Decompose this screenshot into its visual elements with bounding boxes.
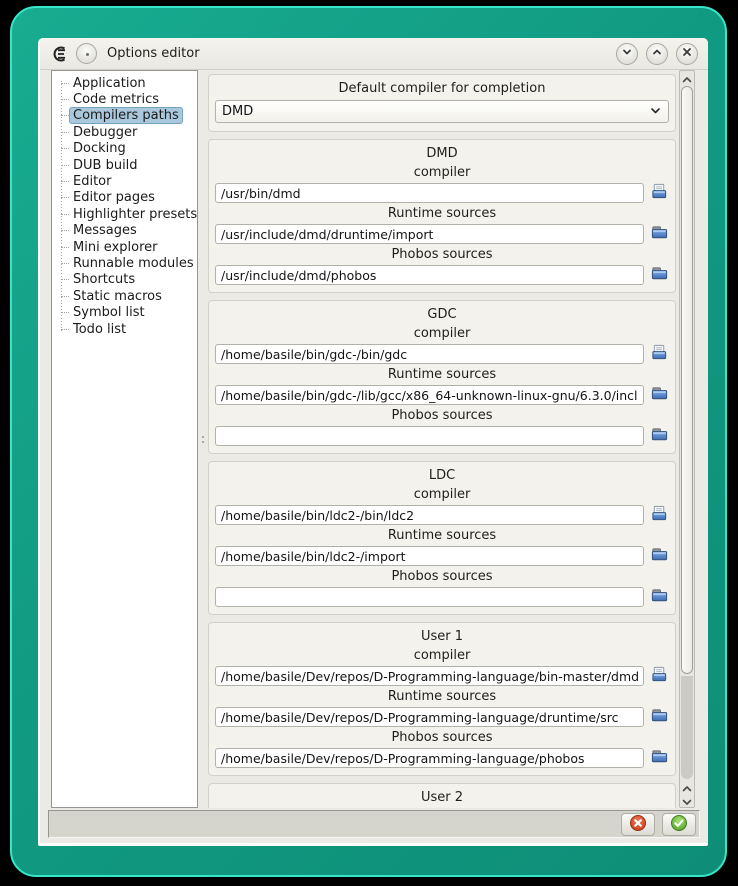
tree-twig-icon (61, 197, 69, 198)
field-row (215, 587, 669, 607)
browse-gdc-phobos-button[interactable] (649, 426, 669, 446)
vertical-scrollbar[interactable] (679, 70, 695, 808)
field-label: Runtime sources (387, 367, 497, 382)
sidebar-item-label: Highlighter presets (73, 206, 198, 222)
titlebar[interactable] (40, 38, 708, 70)
ldc-phobos-sources-input[interactable] (215, 587, 644, 607)
dmd-phobos-sources-input[interactable] (215, 265, 644, 285)
sidebar-item-label: Docking (73, 141, 126, 157)
group-title: LDC (428, 468, 456, 483)
ldc-runtime-sources-input[interactable] (215, 546, 644, 566)
field-row (215, 546, 669, 566)
field-row (215, 344, 669, 364)
field-row (215, 707, 669, 727)
sidebar-item-shortcuts[interactable] (56, 272, 197, 288)
group-title: User 1 (420, 629, 464, 644)
browse-user1-phobos-button[interactable] (649, 748, 669, 768)
maximize-button[interactable] (646, 43, 668, 65)
chevron-down-icon (682, 791, 692, 810)
group-dmd (208, 139, 676, 293)
group-default-compiler (208, 74, 676, 132)
cancel-button[interactable] (621, 813, 655, 836)
open-file-icon (650, 182, 669, 204)
tree-twig-icon (61, 247, 69, 248)
tree-twig-icon (61, 99, 69, 100)
close-button[interactable] (676, 43, 698, 65)
sidebar-item-symbol-list[interactable] (56, 304, 197, 320)
options-editor-window (38, 38, 708, 846)
sidebar-item-messages[interactable] (56, 223, 197, 239)
sidebar-item-label: Editor pages (73, 190, 155, 206)
user1-compiler-input[interactable] (215, 666, 644, 686)
minimize-button[interactable] (616, 43, 638, 65)
chevron-down-icon (621, 46, 633, 61)
sidebar-item-highlighter-presets[interactable] (56, 206, 197, 222)
field-row (215, 183, 669, 203)
sidebar-item-label: Debugger (73, 124, 138, 140)
field-row (215, 748, 669, 768)
window-menu-button[interactable] (76, 43, 97, 64)
field-label: compiler (413, 487, 471, 502)
browse-dmd-compiler-button[interactable] (649, 183, 669, 203)
field-label: compiler (413, 165, 471, 180)
group-title: Default compiler for completion (338, 81, 546, 96)
sidebar-item-label: Mini explorer (73, 239, 158, 255)
sidebar-item-label: Application (73, 75, 146, 91)
tree-twig-icon (61, 148, 69, 149)
field-label: Phobos sources (391, 408, 493, 423)
ldc-compiler-input[interactable] (215, 505, 644, 525)
field-row (215, 426, 669, 446)
sidebar-item-mini-explorer[interactable] (56, 239, 197, 255)
sidebar-item-dub-build[interactable] (56, 157, 197, 173)
field-label: Runtime sources (387, 528, 497, 543)
tree-twig-icon (61, 83, 69, 84)
accept-circle-icon (670, 814, 688, 835)
field-row (215, 385, 669, 405)
field-row (215, 265, 669, 285)
sidebar-item-editor[interactable] (56, 173, 197, 189)
browse-user1-runtime-button[interactable] (649, 707, 669, 727)
folder-icon (650, 425, 669, 447)
sidebar-item-debugger[interactable] (56, 124, 197, 140)
chevron-down-icon (649, 102, 662, 121)
sidebar-item-application[interactable] (56, 75, 197, 91)
sidebar-item-label: Static macros (73, 288, 162, 304)
browse-user1-compiler-button[interactable] (649, 666, 669, 686)
browse-dmd-runtime-button[interactable] (649, 224, 669, 244)
gdc-runtime-sources-input[interactable] (215, 385, 644, 405)
field-row (215, 666, 669, 686)
tree-twig-icon (61, 115, 69, 116)
folder-icon (650, 384, 669, 406)
cancel-circle-icon (629, 814, 647, 835)
footer-bar (48, 810, 700, 838)
tree-twig-icon (61, 312, 69, 313)
splitter-grip-icon (202, 436, 204, 438)
field-label: compiler (413, 648, 471, 663)
dmd-runtime-sources-input[interactable] (215, 224, 644, 244)
browse-ldc-runtime-button[interactable] (649, 546, 669, 566)
sidebar-item-label: Editor (73, 174, 112, 190)
field-row (215, 224, 669, 244)
folder-icon (650, 586, 669, 608)
sidebar-item-label: Messages (73, 223, 137, 239)
coedit-logo-icon (50, 44, 70, 64)
sidebar-splitter[interactable] (198, 70, 208, 808)
category-tree (51, 70, 198, 808)
sidebar-item-label: Shortcuts (73, 272, 136, 288)
folder-icon (650, 545, 669, 567)
scroll-down-button[interactable] (680, 794, 694, 807)
tree-line (61, 81, 62, 333)
window-frame (10, 6, 727, 877)
tree-twig-icon (61, 230, 69, 231)
chevron-up-icon (651, 46, 663, 61)
group-user-1 (208, 622, 676, 776)
browse-gdc-runtime-button[interactable] (649, 385, 669, 405)
field-label: Runtime sources (387, 689, 497, 704)
group-gdc (208, 300, 676, 454)
sidebar-item-editor-pages[interactable] (56, 190, 197, 206)
sidebar-item-label: Runnable modules (73, 256, 194, 271)
sidebar-item-static-macros[interactable] (56, 288, 197, 304)
tree-twig-icon (61, 181, 69, 182)
group-title: GDC (427, 307, 457, 322)
default-compiler-select[interactable] (215, 100, 669, 123)
tree-twig-icon (61, 329, 69, 330)
browse-dmd-phobos-button[interactable] (649, 265, 669, 285)
group-title: DMD (426, 146, 458, 161)
sidebar-item-label: Symbol list (73, 305, 145, 321)
sidebar-item-todo-list[interactable] (56, 321, 197, 337)
window-body (40, 70, 708, 808)
folder-icon (650, 747, 669, 769)
field-row (215, 505, 669, 525)
scrollbar-thumb[interactable] (681, 86, 693, 674)
close-x-icon (681, 46, 693, 61)
combo-selected-value: DMD (222, 104, 254, 119)
gdc-compiler-input[interactable] (215, 344, 644, 364)
folder-icon (650, 223, 669, 245)
browse-ldc-compiler-button[interactable] (649, 505, 669, 525)
tree-twig-icon (61, 279, 69, 280)
user1-runtime-sources-input[interactable] (215, 707, 644, 727)
scrollbar-track-lower[interactable] (681, 676, 693, 779)
dmd-compiler-input[interactable] (215, 183, 644, 203)
folder-icon (650, 706, 669, 728)
scroll-up-button[interactable] (680, 72, 694, 85)
sidebar-item-label: Todo list (73, 321, 127, 337)
tree-twig-icon (61, 296, 69, 297)
field-label: Phobos sources (391, 569, 493, 584)
sidebar-item-docking[interactable] (56, 141, 197, 157)
sidebar-item-code-metrics[interactable] (56, 91, 197, 107)
browse-gdc-compiler-button[interactable] (649, 344, 669, 364)
splitter-grip-icon (202, 441, 204, 443)
tree-twig-icon (61, 214, 69, 215)
open-file-icon (650, 504, 669, 526)
accept-button[interactable] (662, 813, 696, 836)
sidebar-item-label-selected: Compilers paths (69, 107, 183, 124)
field-label: Phobos sources (391, 247, 493, 262)
group-title: User 2 (420, 790, 464, 805)
window-title: Options editor (107, 46, 200, 61)
folder-icon (650, 264, 669, 286)
tree-twig-icon (61, 165, 69, 166)
open-file-icon (650, 665, 669, 687)
user1-phobos-sources-input[interactable] (215, 748, 644, 768)
gdc-phobos-sources-input[interactable] (215, 426, 644, 446)
sidebar-item-label: DUB build (73, 157, 138, 173)
tree-twig-icon (61, 132, 69, 133)
tree-twig-icon (61, 263, 69, 264)
sidebar-item-runnable-modules[interactable] (56, 255, 197, 271)
compilers-paths-panel (208, 70, 676, 808)
group-user-2 (208, 783, 676, 808)
sidebar-item-label: Code metrics (73, 92, 160, 108)
sidebar-item-compilers-paths[interactable] (56, 108, 197, 124)
field-label: Phobos sources (391, 730, 493, 745)
browse-ldc-phobos-button[interactable] (649, 587, 669, 607)
field-label: Runtime sources (387, 206, 497, 221)
group-ldc (208, 461, 676, 615)
open-file-icon (650, 343, 669, 365)
field-label: compiler (413, 326, 471, 341)
